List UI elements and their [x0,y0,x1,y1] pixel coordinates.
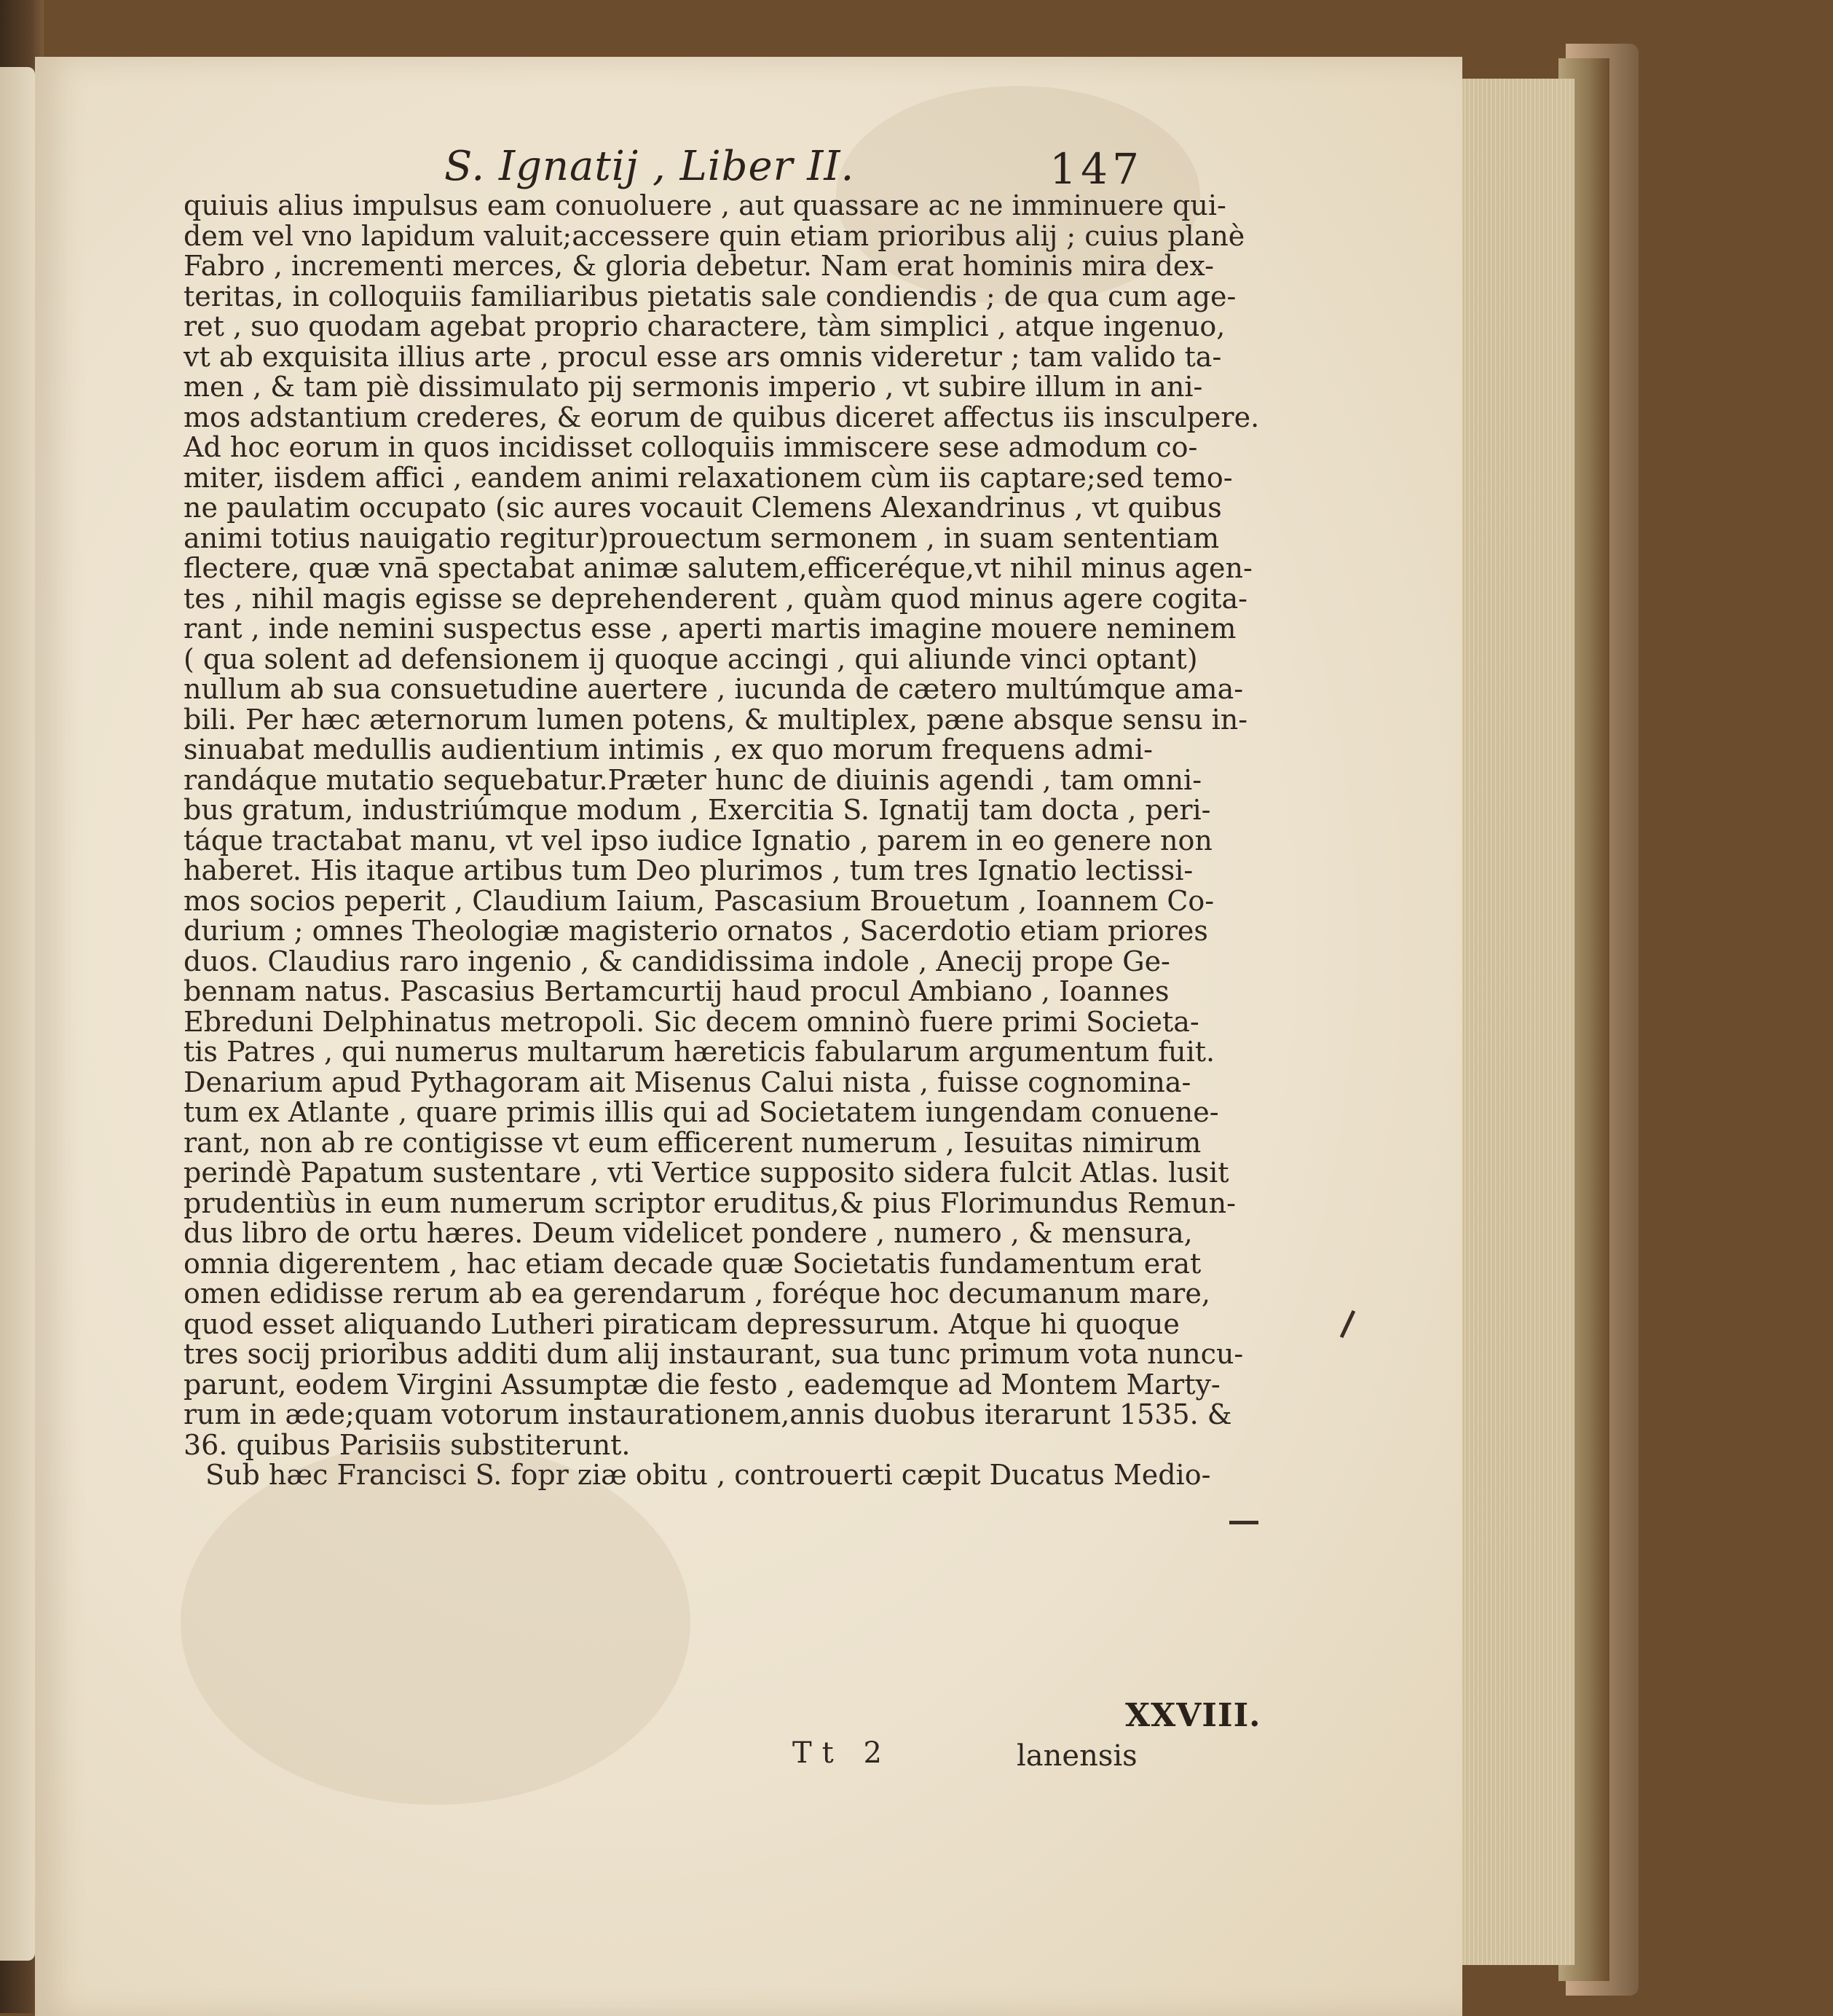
page-number: 147 [1049,144,1143,194]
margin-section-number: XXVIII. [1125,1697,1261,1734]
catchword: lanensis [1017,1739,1138,1773]
text-line: duos. Claudius raro ingenio , & candidissima indole , Anecij prope Ge- [184,945,1170,977]
text-line: táque tractabat manu, vt vel ipso iudice Ignatio , parem in eo genere non [184,824,1213,857]
text-line: ret , suo quodam agebat proprio charactere, tàm simplici , atque ingenuo, [184,310,1226,342]
text-line: bili. Per hæc æternorum lumen potens, & multiplex, pæne absque sensu in- [184,703,1248,736]
text-line: tes , nihil magis egisse se deprehenderent , quàm quod minus agere cogita- [184,582,1247,615]
text-line: bus gratum, industriúmque modum , Exercitia S. Ignatij tam docta , peri- [184,794,1211,826]
text-line: tis Patres , qui numerus multarum hæreticis fabularum argumentum fuit. [184,1036,1215,1068]
body-text [184,189,1260,1491]
text-line: omen edidisse rerum ab ea gerendarum , foréque hoc decumanum mare, [184,1277,1210,1310]
text-line: dem vel vno lapidum valuit;accessere quin etiam prioribus alij ; cuius planè [184,219,1245,252]
text-line: Denarium apud Pythagoram ait Misenus Calui nista , fuisse cognomina- [184,1066,1191,1098]
text-line: sinuabat medullis audientium intimis , ex quo morum frequens admi- [184,733,1153,765]
text-line: ne paulatim occupato (sic aures vocauit Clemens Alexandrinus , vt quibus [184,492,1222,524]
text-line: parunt, eodem Virgini Assumptæ die festo , eademque ad Montem Marty- [184,1368,1221,1401]
text-line: Ebreduni Delphinatus metropoli. Sic decem omninò fuere primi Societa- [184,1005,1199,1038]
text-line: flectere, quæ vnā spectabat animæ salutem,efficeréque,vt nihil minus agen- [184,552,1253,584]
text-line: miter, iisdem affici , eandem animi relaxationem cùm iis captare;sed temo- [184,461,1233,494]
text-line: dus libro de ortu hæres. Deum videlicet pondere , numero , & mensura, [184,1217,1193,1249]
text-line: rant , inde nemini suspectus esse , aperti martis imagine mouere neminem [184,613,1237,645]
text-line: mos adstantium crederes, & eorum de quibus diceret affectus iis insculpere. [184,401,1260,433]
text-line: omnia digerentem , hac etiam decade quæ Societatis fundamentum erat [184,1247,1202,1280]
paper-stain [181,1441,690,1805]
text-line: Ad hoc eorum in quos incidisset colloquiis immiscere sese admodum co- [184,431,1198,463]
left-page-edge [0,67,35,1961]
text-line: rant, non ab re contigisse vt eum efficerent numerum , Iesuitas nimirum [184,1126,1202,1159]
text-line: quod esset aliquando Lutheri piraticam depressurum. Atque hi quoque [184,1307,1180,1340]
page-fore-edge [1456,79,1574,1965]
text-line: men , & tam piè dissimulato pij sermonis imperio , vt subire illum in ani- [184,371,1203,403]
text-line: vt ab exquisita illius arte , procul esse ars omnis videretur ; tam valido ta- [184,340,1222,373]
ink-mark [1229,1521,1258,1524]
text-line: prudentiùs in eum numerum scriptor eruditus,& pius Florimundus Remun- [184,1186,1236,1219]
text-line: ( qua solent ad defensionem ij quoque accingi , qui aliunde vinci optant) [184,642,1198,675]
text-line: teritas, in colloquiis familiaribus pietatis sale condiendis ; de qua cum age- [184,280,1237,312]
text-line: durium ; omnes Theologiæ magisterio ornatos , Sacerdotio etiam priores [184,915,1208,947]
text-line: rum in æde;quam votorum instaurationem,annis duobus iterarunt 1535. & [184,1398,1232,1430]
text-line: haberet. His itaque artibus tum Deo plurimos , tum tres Ignatio lectissi- [184,854,1194,886]
text-line: quiuis alius impulsus eam conuoluere , aut quassare ac ne imminuere qui- [184,189,1226,221]
text-line: tum ex Atlante , quare primis illis qui ad Societatem iungendam conuene- [184,1096,1219,1128]
text-line: randáque mutatio sequebatur.Præter hunc de diuinis agendi , tam omni- [184,763,1202,796]
text-line: animi totius nauigatio regitur)prouectum sermonem , in suam sententiam [184,521,1220,554]
text-line: tres socij prioribus additi dum alij instaurant, sua tunc primum vota nuncu- [184,1338,1244,1370]
text-line: 36. quibus Parisiis substiterunt. [184,1428,631,1461]
running-title: S. Ignatij , Liber II. [444,143,855,190]
text-line: perindè Papatum sustentare , vti Vertice supposito sidera fulcit Atlas. lusit [184,1157,1229,1189]
text-line: nullum ab sua consuetudine auertere , iucunda de cætero multúmque ama- [184,673,1244,705]
text-line: mos socios peperit , Claudium Iaium, Pascasium Brouetum , Ioannem Co- [184,884,1215,917]
text-line: Sub hæc Francisci S. fopr ziæ obitu , controuerti cæpit Ducatus Medio- [205,1459,1211,1491]
signature-mark: Tt 2 [792,1736,892,1770]
ink-mark [1340,1310,1355,1338]
text-line: bennam natus. Pascasius Bertamcurtij haud procul Ambiano , Ioannes [184,975,1170,1007]
text-line: Fabro , incrementi merces, & gloria debetur. Nam erat hominis mira dex- [184,250,1214,282]
